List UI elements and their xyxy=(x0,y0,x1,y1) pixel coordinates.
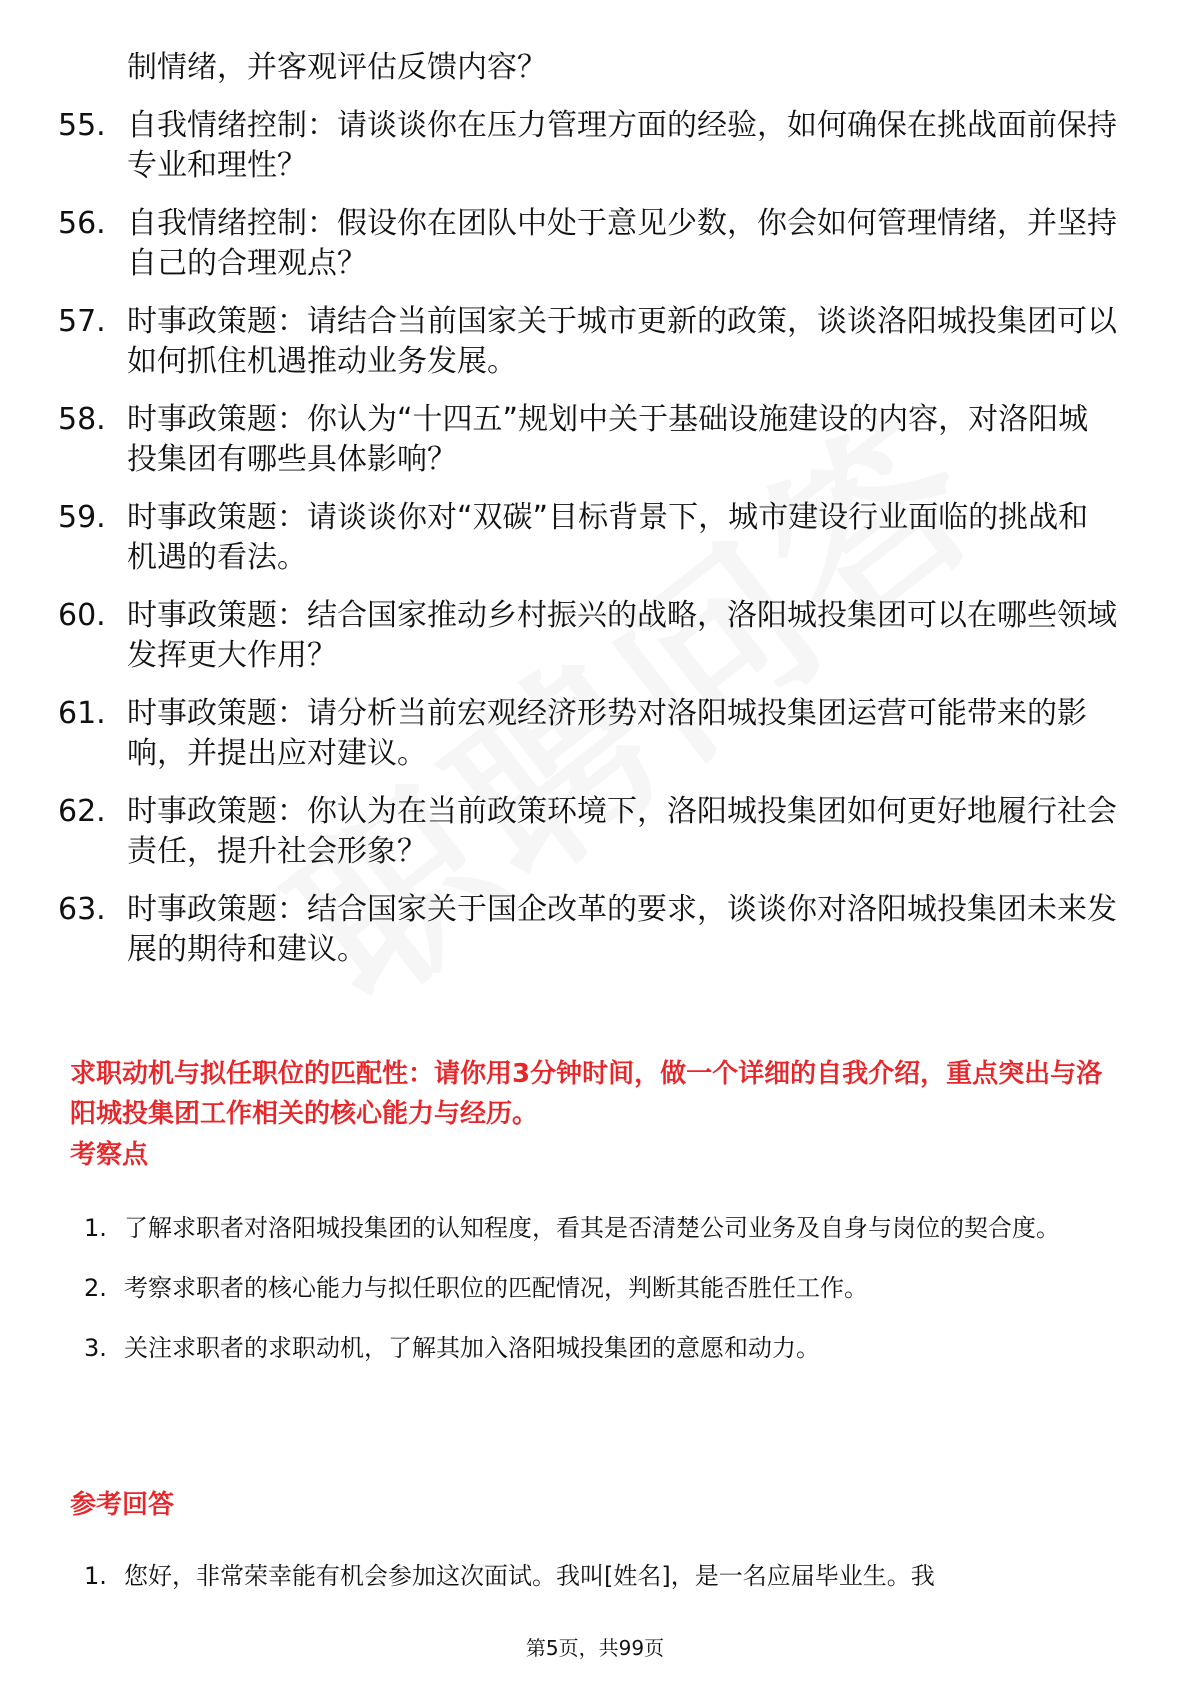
list-text: 关注求职者的求职动机，了解其加入洛阳城投集团的意愿和动力。 xyxy=(124,1334,820,1362)
list-number: 3. xyxy=(84,1334,107,1362)
question-number: 58. xyxy=(58,402,106,437)
list-text: 您好，非常荣幸能有机会参加这次面试。我叫[姓名]，是一名应届毕业生。我 xyxy=(124,1562,935,1590)
question-number: 55. xyxy=(58,108,106,143)
question-item xyxy=(58,204,1118,284)
list-item xyxy=(84,1318,1124,1378)
question-item xyxy=(58,694,1118,774)
question-text: 时事政策题：请结合当前国家关于城市更新的政策，谈谈洛阳城投集团可以如何抓住机遇推动业务发展。 xyxy=(127,304,1117,379)
list-text: 了解求职者对洛阳城投集团的认知程度，看其是否清楚公司业务及自身与岗位的契合度。 xyxy=(124,1214,1060,1242)
question-list xyxy=(58,48,1118,988)
question-number: 60. xyxy=(58,598,106,633)
question-item xyxy=(58,792,1118,872)
list-number: 1. xyxy=(84,1214,107,1242)
exam-points-heading: 考察点 xyxy=(70,1140,149,1170)
question-item xyxy=(58,106,1118,186)
question-text: 时事政策题：请分析当前宏观经济形势对洛阳城投集团运营可能带来的影响，并提出应对建议。 xyxy=(127,696,1087,771)
list-item xyxy=(84,1546,1124,1606)
question-number: 59. xyxy=(58,500,106,535)
question-item xyxy=(58,498,1118,578)
list-number: 1. xyxy=(84,1562,107,1590)
question-number: 62. xyxy=(58,794,106,829)
page-footer: 第5页，共99页 xyxy=(525,1636,665,1660)
question-text: 自我情绪控制：请谈谈你在压力管理方面的经验，如何确保在挑战面前保持专业和理性？ xyxy=(127,108,1117,183)
question-item xyxy=(58,596,1118,676)
question-number: 56. xyxy=(58,206,106,241)
question-item xyxy=(58,302,1118,382)
continued-text: 制情绪，并客观评估反馈内容？ xyxy=(127,50,547,85)
reference-answer-list xyxy=(84,1546,1124,1606)
question-text: 自我情绪控制：假设你在团队中处于意见少数，你会如何管理情绪，并坚持自己的合理观点？ xyxy=(127,206,1117,281)
question-text: 时事政策题：你认为在当前政策环境下，洛阳城投集团如何更好地履行社会责任，提升社会形象？ xyxy=(127,794,1117,869)
question-item xyxy=(58,890,1118,970)
exam-points-list xyxy=(84,1198,1124,1378)
highlight-question: 求职动机与拟任职位的匹配性：请你用3分钟时间，做一个详细的自我介绍，重点突出与洛阳城投集团工作相关的核心能力与经历。 xyxy=(70,1059,1103,1129)
question-item xyxy=(58,400,1118,480)
question-text: 时事政策题：结合国家推动乡村振兴的战略，洛阳城投集团可以在哪些领域发挥更大作用？ xyxy=(127,598,1117,673)
question-text: 时事政策题：结合国家关于国企改革的要求，谈谈你对洛阳城投集团未来发展的期待和建议。 xyxy=(127,892,1117,967)
list-item xyxy=(84,1258,1124,1318)
question-number: 63. xyxy=(58,892,106,927)
question-number: 57. xyxy=(58,304,106,339)
reference-answer-heading: 参考回答 xyxy=(70,1490,175,1520)
question-number: 61. xyxy=(58,696,106,731)
question-text: 时事政策题：你认为“十四五”规划中关于基础设施建设的内容，对洛阳城投集团有哪些具体影响？ xyxy=(127,402,1089,477)
question-text: 时事政策题：请谈谈你对“双碳”目标背景下，城市建设行业面临的挑战和机遇的看法。 xyxy=(127,500,1089,575)
list-text: 考察求职者的核心能力与拟任职位的匹配情况，判断其能否胜任工作。 xyxy=(124,1274,868,1302)
list-item xyxy=(84,1198,1124,1258)
list-number: 2. xyxy=(84,1274,107,1302)
